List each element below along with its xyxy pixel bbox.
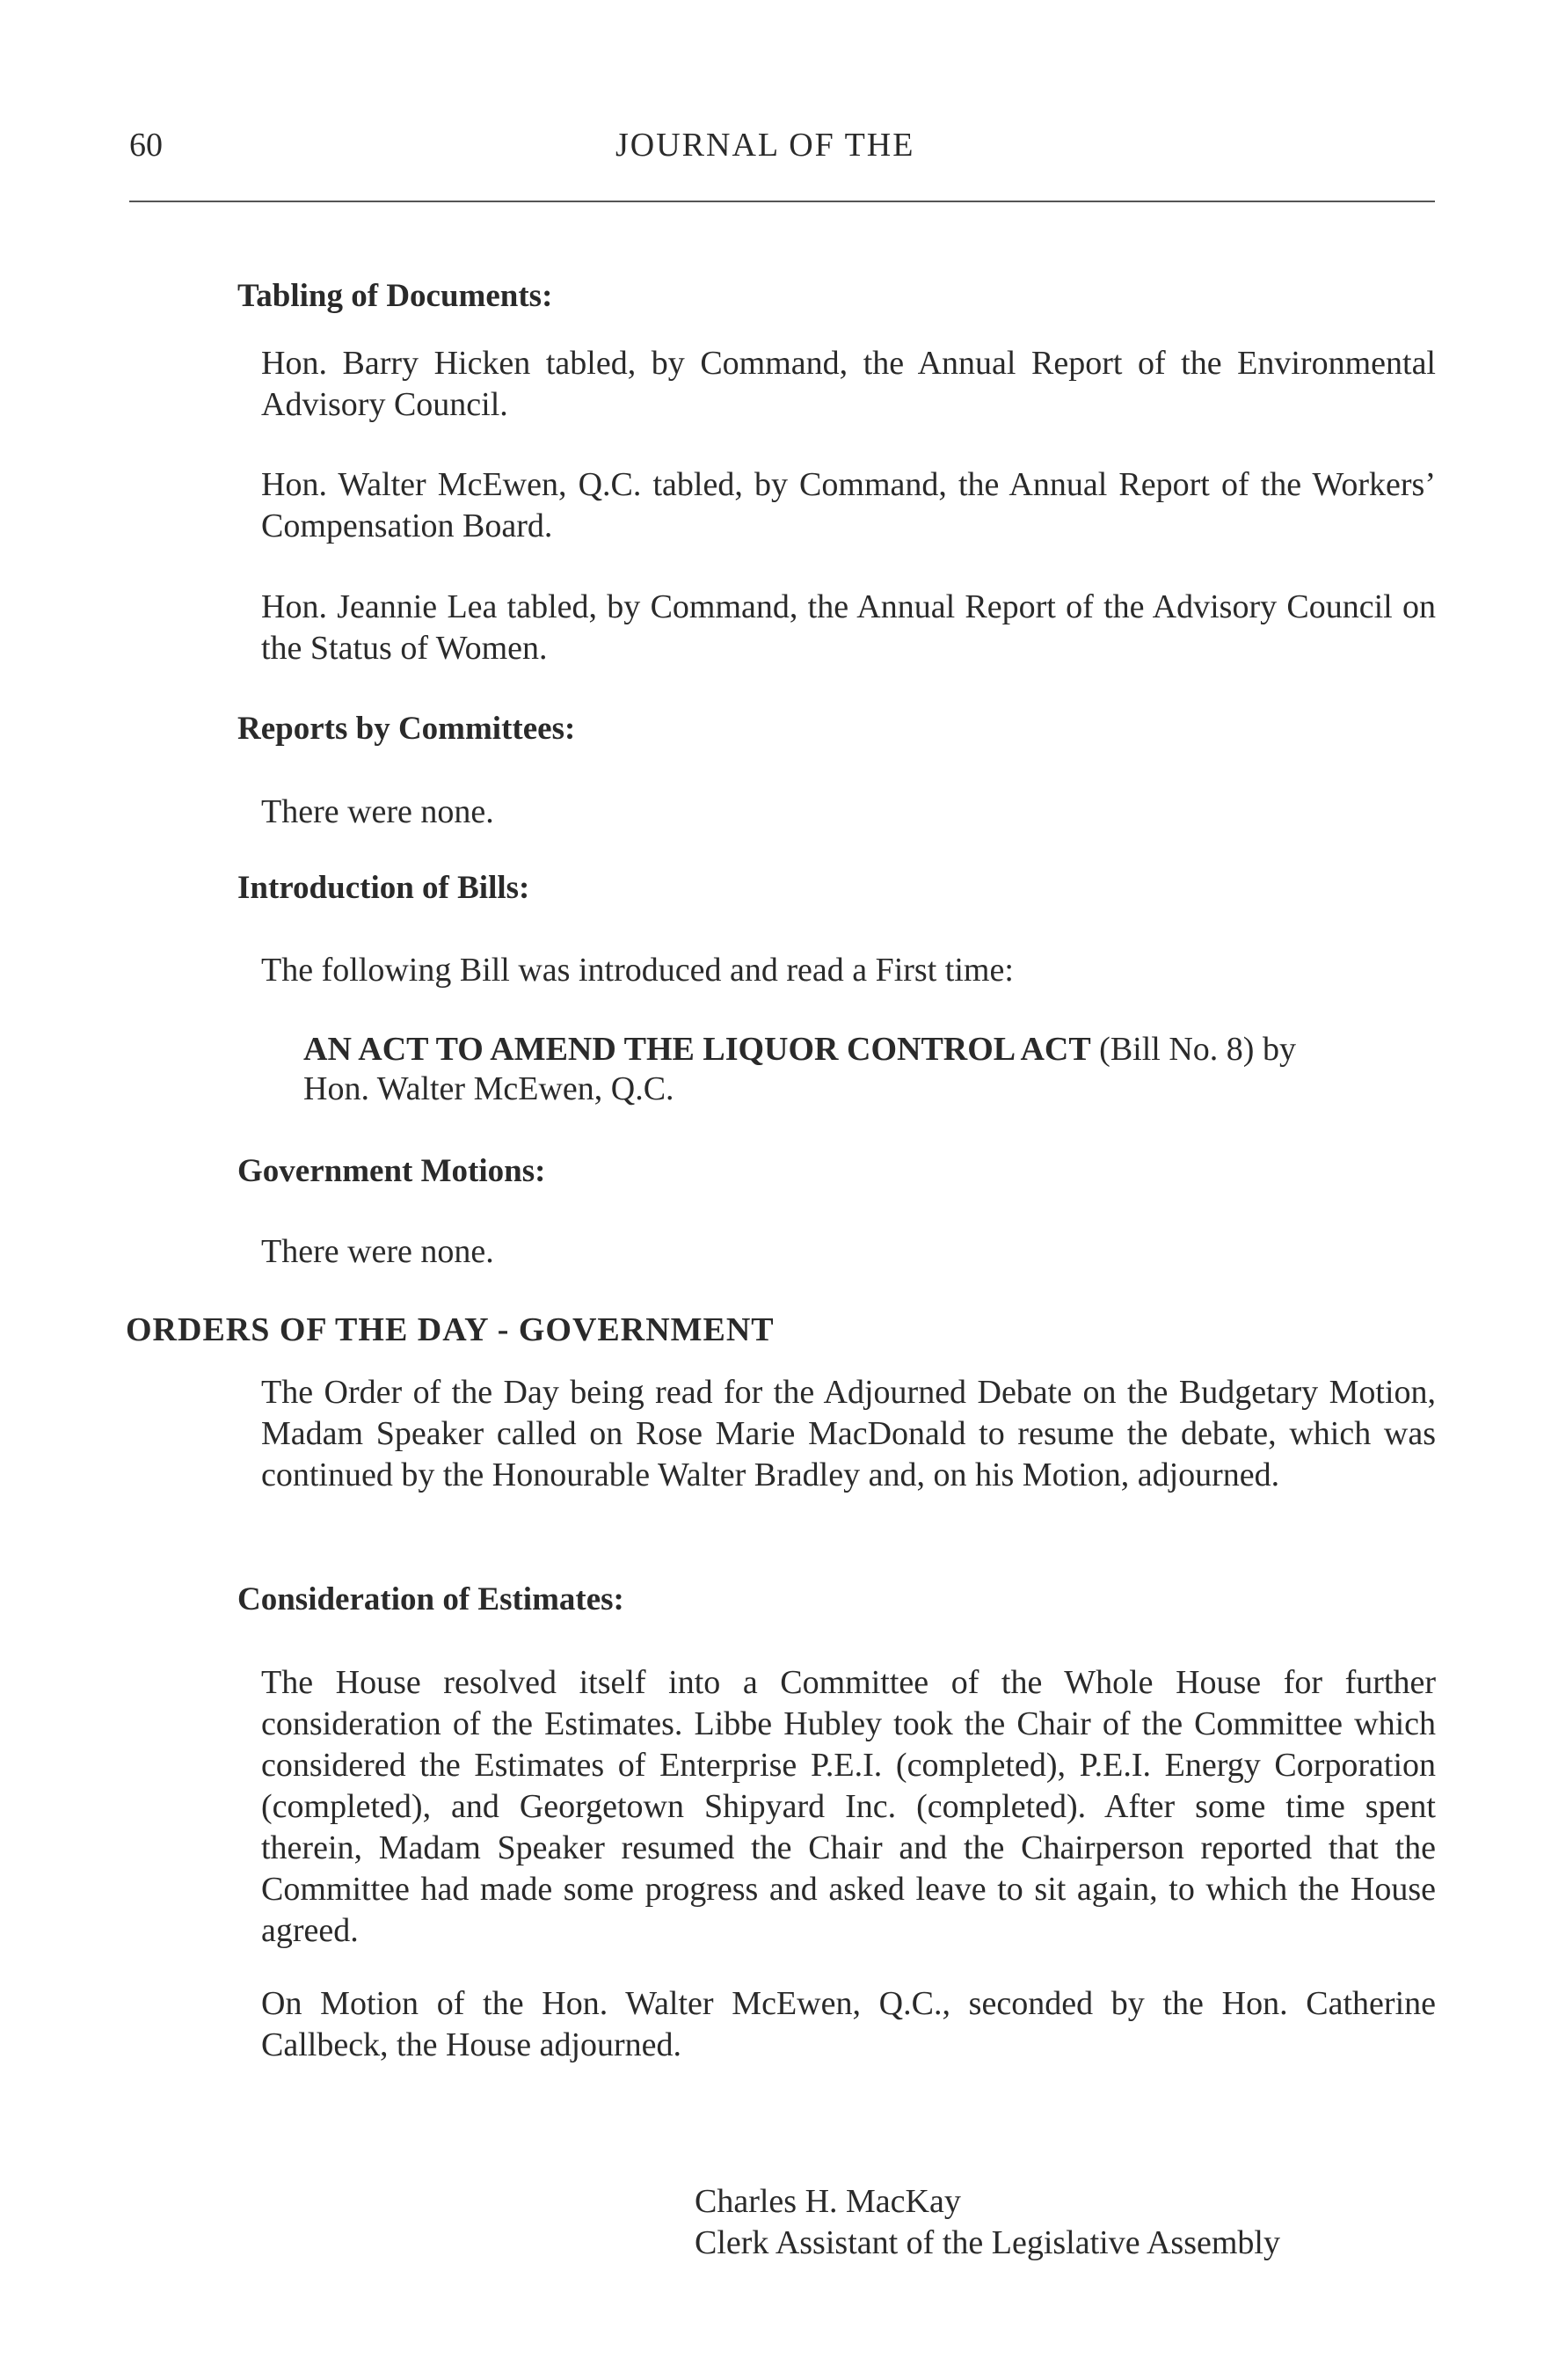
tabling-item-2: Hon. Walter McEwen, Q.C. tabled, by Command, the Annual Report of the Workers’ Compensation Board. — [261, 466, 1436, 544]
bill-sponsor: Hon. Walter McEwen, Q.C. — [303, 1070, 674, 1107]
tabling-heading: Tabling of Documents: — [237, 278, 553, 314]
bill-entry — [303, 1029, 1296, 1070]
estimates-heading: Consideration of Estimates: — [237, 1581, 624, 1617]
header-rule — [129, 201, 1435, 202]
bill-title: AN ACT TO AMEND THE LIQUOR CONTROL ACT — [303, 1031, 1091, 1068]
tabling-item-3: Hon. Jeannie Lea tabled, by Command, the Annual Report of the Advisory Council on the Status of Women. — [261, 588, 1436, 667]
page-number: 60 — [129, 127, 163, 164]
signature-name: Charles H. MacKay — [695, 2183, 961, 2220]
orders-text: The Order of the Day being read for the Adjourned Debate on the Budgetary Motion, Madam Speaker called on Rose Marie MacDonald to resume the debate, which was continued by the Honourable Walter Bradley and, on his Motion, adjourned. — [261, 1374, 1436, 1493]
tabling-item-1: Hon. Barry Hicken tabled, by Command, the Annual Report of the Environmental Advisory Council. — [261, 345, 1436, 423]
motions-heading: Government Motions: — [237, 1153, 546, 1189]
bills-intro: The following Bill was introduced and read a First time: — [261, 952, 1014, 989]
bills-heading: Introduction of Bills: — [237, 870, 530, 906]
estimates-text: The House resolved itself into a Committee of the Whole House for further consideration of the Estimates. Libbe Hubley took the Chair of the Committee which considered the Estimates of Enterprise P.E.I. (completed), P.E.I. Energy Corporation (completed), and Georgetown Shipyard Inc. (completed). After some time spent therein, Madam Speaker resumed the Chair and the Chairperson reported that the Committee had made some progress and asked leave to sit again, to which the House agreed. — [261, 1664, 1436, 1949]
reports-text: There were none. — [261, 793, 494, 830]
bill-number: (Bill No. 8) by — [1099, 1031, 1296, 1068]
motions-text: There were none. — [261, 1233, 494, 1270]
orders-heading: ORDERS OF THE DAY - GOVERNMENT — [126, 1311, 775, 1348]
reports-heading: Reports by Committees: — [237, 711, 576, 747]
running-head: JOURNAL OF THE — [615, 127, 915, 164]
adjournment-text: On Motion of the Hon. Walter McEwen, Q.C., seconded by the Hon. Catherine Callbeck, the House adjourned. — [261, 1985, 1436, 2063]
signature-title: Clerk Assistant of the Legislative Assembly — [695, 2224, 1280, 2261]
